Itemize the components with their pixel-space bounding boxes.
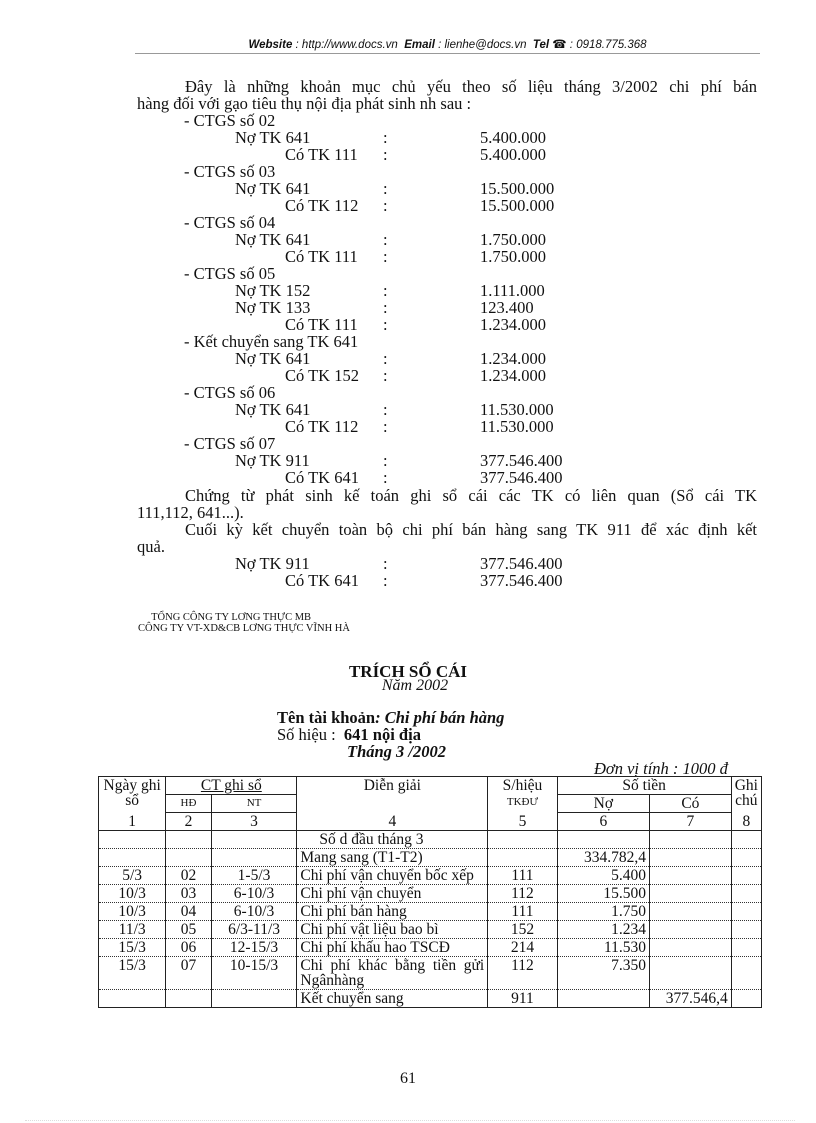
account-code: Có TK 111 — [285, 247, 358, 266]
cell-tk: 111 — [488, 903, 557, 921]
table-row — [99, 939, 762, 957]
colon-separator: : — [383, 417, 388, 436]
colon-separator: : — [383, 400, 388, 419]
account-code: Có TK 112 — [285, 196, 359, 215]
cell-gc — [731, 831, 761, 849]
colon-separator: : — [383, 247, 388, 266]
footer-divider — [25, 1120, 795, 1121]
cell-no: 1.750 — [557, 903, 649, 921]
cell-tk: 214 — [488, 939, 557, 957]
table-row — [99, 990, 762, 1008]
entry-heading: - CTGS số 06 — [184, 383, 276, 402]
cell-tk: 112 — [488, 957, 557, 990]
intro-line-1: Đây là những khoản mục chủ yếu theo số liệu tháng 3/2002 chi phí bán — [185, 77, 757, 96]
col-number: 8 — [731, 813, 761, 831]
amount-value: 15.500.000 — [480, 179, 555, 198]
email-label: Email — [404, 39, 435, 51]
account-code: Có TK 641 — [285, 468, 359, 487]
cell-gc — [731, 990, 761, 1008]
cell-dg: Chi phí vận chuyển — [297, 885, 488, 903]
amount-value: 1.111.000 — [480, 281, 545, 300]
cell-co — [650, 867, 732, 885]
cell-no — [557, 990, 649, 1008]
amount-value: 377.546.400 — [480, 571, 563, 590]
account-code: Nợ TK 641 — [235, 179, 311, 198]
cell-co — [650, 885, 732, 903]
cell-ngay: 11/3 — [99, 921, 166, 939]
colon-separator: : — [383, 315, 388, 334]
header-hd: HĐ — [166, 795, 211, 813]
cell-ngay: 15/3 — [99, 939, 166, 957]
cell-ngay: 5/3 — [99, 867, 166, 885]
cell-hd — [166, 849, 211, 867]
col-number: 4 — [297, 813, 488, 831]
account-code: Nợ TK 641 — [235, 128, 311, 147]
account-code: Có TK 112 — [285, 417, 359, 436]
cell-nt: 10-15/3 — [211, 957, 297, 990]
cell-co: 377.546,4 — [650, 990, 732, 1008]
cell-ngay: 10/3 — [99, 885, 166, 903]
account-label: Tên tài khoản — [277, 708, 376, 727]
amount-value: 1.234.000 — [480, 366, 546, 385]
cell-tk — [488, 831, 557, 849]
website-url[interactable]: : http://www.docs.vn — [295, 39, 398, 51]
cell-gc — [731, 939, 761, 957]
cell-ngay — [99, 849, 166, 867]
account-code: Nợ TK 641 — [235, 349, 311, 368]
col-number: 2 — [166, 813, 211, 831]
cell-tk: 112 — [488, 885, 557, 903]
cell-no: 15.500 — [557, 885, 649, 903]
cell-dg: Chi phí khác bằng tiền gửi Ngânhàng — [297, 957, 488, 990]
para3-line-1: Cuối kỳ kết chuyển toàn bộ chi phí bán hàng sang TK 911 để xác định kết — [185, 520, 757, 539]
table-header-row — [99, 777, 762, 795]
amount-value: 377.546.400 — [480, 468, 563, 487]
account-code: Có TK 152 — [285, 366, 359, 385]
amount-value: 11.530.000 — [480, 400, 554, 419]
cell-co — [650, 903, 732, 921]
cell-hd: 06 — [166, 939, 211, 957]
cell-ngay: 15/3 — [99, 957, 166, 990]
account-name-line — [277, 709, 504, 726]
colon-separator: : — [383, 281, 388, 300]
col-number: 6 — [557, 813, 649, 831]
header-no: Nợ — [557, 795, 649, 813]
cell-co — [650, 957, 732, 990]
amount-value: 11.530.000 — [480, 417, 554, 436]
entry-heading: - Kết chuyển sang TK 641 — [184, 332, 359, 351]
colon-separator: : — [383, 196, 388, 215]
cell-gc — [731, 957, 761, 990]
header-ct: CT ghi sổ — [166, 777, 297, 795]
org-line-2: CÔNG TY VT-XD&CB LƠNG THỰC VĨNH HÀ — [138, 623, 350, 634]
table-row — [99, 903, 762, 921]
intro-line-2: hàng đối với gạo tiêu thụ nội địa phát sinh nh sau : — [137, 94, 472, 113]
para2-line-2: 111,112, 641...). — [137, 503, 244, 522]
header-shieu: S/hiệu TKĐƯ — [488, 777, 557, 813]
cell-dg: Chi phí vận chuyển bốc xếp — [297, 867, 488, 885]
cell-hd: 07 — [166, 957, 211, 990]
entry-heading: - CTGS số 04 — [184, 213, 276, 232]
header-ngay: Ngày ghi sổ — [99, 777, 166, 813]
header-nt: NT — [211, 795, 297, 813]
email-address[interactable]: : lienhe@docs.vn — [438, 39, 527, 51]
cell-dg: Chi phí khấu hao TSCĐ — [297, 939, 488, 957]
cell-nt: 12-15/3 — [211, 939, 297, 957]
entry-heading: - CTGS số 02 — [184, 111, 276, 130]
account-code: Có TK 111 — [285, 145, 358, 164]
cell-gc — [731, 903, 761, 921]
website-label: Website — [248, 39, 293, 51]
table-row — [99, 867, 762, 885]
header-so-tien: Số tiền — [557, 777, 731, 795]
colon-separator: : — [383, 349, 388, 368]
cell-hd — [166, 990, 211, 1008]
table-row — [99, 957, 762, 990]
account-name: : Chi phí bán hàng — [375, 708, 505, 727]
cell-co — [650, 939, 732, 957]
amount-value: 377.546.400 — [480, 451, 563, 470]
cell-tk — [488, 849, 557, 867]
cell-gc — [731, 885, 761, 903]
page-number: 61 — [400, 1070, 416, 1087]
ledger-month: Tháng 3 /2002 — [347, 742, 447, 761]
amount-value: 123.400 — [480, 298, 534, 317]
colon-separator: : — [383, 230, 388, 249]
amount-value: 377.546.400 — [480, 554, 563, 573]
colon-separator: : — [383, 179, 388, 198]
cell-hd: 03 — [166, 885, 211, 903]
entry-heading: - CTGS số 05 — [184, 264, 276, 283]
org-line-1: TỔNG CÔNG TY LƠNG THỰC MB — [151, 612, 312, 623]
ledger-table — [98, 776, 762, 1008]
cell-no: 334.782,4 — [557, 849, 649, 867]
cell-co — [650, 921, 732, 939]
cell-hd: 04 — [166, 903, 211, 921]
cell-nt: 6/3-11/3 — [211, 921, 297, 939]
cell-nt — [211, 990, 297, 1008]
ledger-year: Năm 2002 — [381, 677, 449, 694]
table-row — [99, 831, 762, 849]
code-label: Số hiệu : — [277, 725, 336, 744]
colon-separator: : — [383, 571, 388, 590]
col-number: 1 — [99, 813, 166, 831]
colon-separator: : — [383, 298, 388, 317]
cell-gc — [731, 921, 761, 939]
cell-hd: 02 — [166, 867, 211, 885]
cell-co — [650, 849, 732, 867]
cell-hd: 05 — [166, 921, 211, 939]
col-number: 3 — [211, 813, 297, 831]
account-code: Có TK 111 — [285, 315, 358, 334]
table-row — [99, 921, 762, 939]
amount-value: 1.234.000 — [480, 349, 546, 368]
cell-ngay: 10/3 — [99, 903, 166, 921]
header-co: Có — [650, 795, 732, 813]
cell-dg: Số d đầu tháng 3 — [297, 831, 488, 849]
column-number-row — [99, 813, 762, 831]
cell-dg: Chi phí vật liệu bao bì — [297, 921, 488, 939]
cell-gc — [731, 849, 761, 867]
header-ghi-chu: Ghi chú — [731, 777, 761, 813]
header-dien-giai: Diễn giải — [297, 777, 488, 813]
cell-nt — [211, 849, 297, 867]
colon-separator: : — [383, 145, 388, 164]
cell-nt: 6-10/3 — [211, 885, 297, 903]
amount-value: 5.400.000 — [480, 128, 546, 147]
cell-dg: Chi phí bán hàng — [297, 903, 488, 921]
amount-value: 5.400.000 — [480, 145, 546, 164]
account-code: Nợ TK 152 — [235, 281, 311, 300]
ledger-title: TRÍCH SỔ CÁI — [348, 662, 468, 681]
cell-dg: Kết chuyển sang — [297, 990, 488, 1008]
account-code: Nợ TK 641 — [235, 230, 311, 249]
cell-tk: 111 — [488, 867, 557, 885]
cell-ngay — [99, 990, 166, 1008]
cell-nt: 1-5/3 — [211, 867, 297, 885]
cell-no: 1.234 — [557, 921, 649, 939]
account-code: Nợ TK 911 — [235, 554, 310, 573]
table-row — [99, 849, 762, 867]
cell-dg: Mang sang (T1-T2) — [297, 849, 488, 867]
table-row — [99, 885, 762, 903]
amount-value: 1.234.000 — [480, 315, 546, 334]
col-number: 5 — [488, 813, 557, 831]
account-code: Nợ TK 641 — [235, 400, 311, 419]
cell-nt: 6-10/3 — [211, 903, 297, 921]
col-number: 7 — [650, 813, 732, 831]
tel-label: Tel — [532, 39, 550, 51]
para2-line-1: Chứng từ phát sinh kế toán ghi sổ cái các TK có liên quan (Sổ cái TK — [185, 486, 757, 505]
cell-nt — [211, 831, 297, 849]
cell-co — [650, 831, 732, 849]
cell-no: 5.400 — [557, 867, 649, 885]
cell-gc — [731, 867, 761, 885]
colon-separator: : — [383, 128, 388, 147]
account-code-line — [277, 726, 421, 743]
page-header — [135, 37, 760, 54]
cell-no — [557, 831, 649, 849]
cell-hd — [166, 831, 211, 849]
colon-separator: : — [383, 468, 388, 487]
code-value: 641 nội địa — [343, 725, 421, 744]
unit-note: Đơn vị tính : 1000 đ — [594, 759, 728, 778]
para3-line-2: quả. — [137, 537, 165, 556]
entry-heading: - CTGS số 03 — [184, 162, 276, 181]
tel-number: ☎ : 0918.775.368 — [552, 39, 647, 51]
colon-separator: : — [383, 451, 388, 470]
entry-heading: - CTGS số 07 — [184, 434, 276, 453]
colon-separator: : — [383, 366, 388, 385]
cell-no: 7.350 — [557, 957, 649, 990]
account-code: Có TK 641 — [285, 571, 359, 590]
cell-no: 11.530 — [557, 939, 649, 957]
cell-ngay — [99, 831, 166, 849]
cell-tk: 152 — [488, 921, 557, 939]
account-code: Nợ TK 133 — [235, 298, 311, 317]
colon-separator: : — [383, 554, 388, 573]
account-code: Nợ TK 911 — [235, 451, 310, 470]
amount-value: 1.750.000 — [480, 247, 546, 266]
amount-value: 15.500.000 — [480, 196, 555, 215]
cell-tk: 911 — [488, 990, 557, 1008]
amount-value: 1.750.000 — [480, 230, 546, 249]
